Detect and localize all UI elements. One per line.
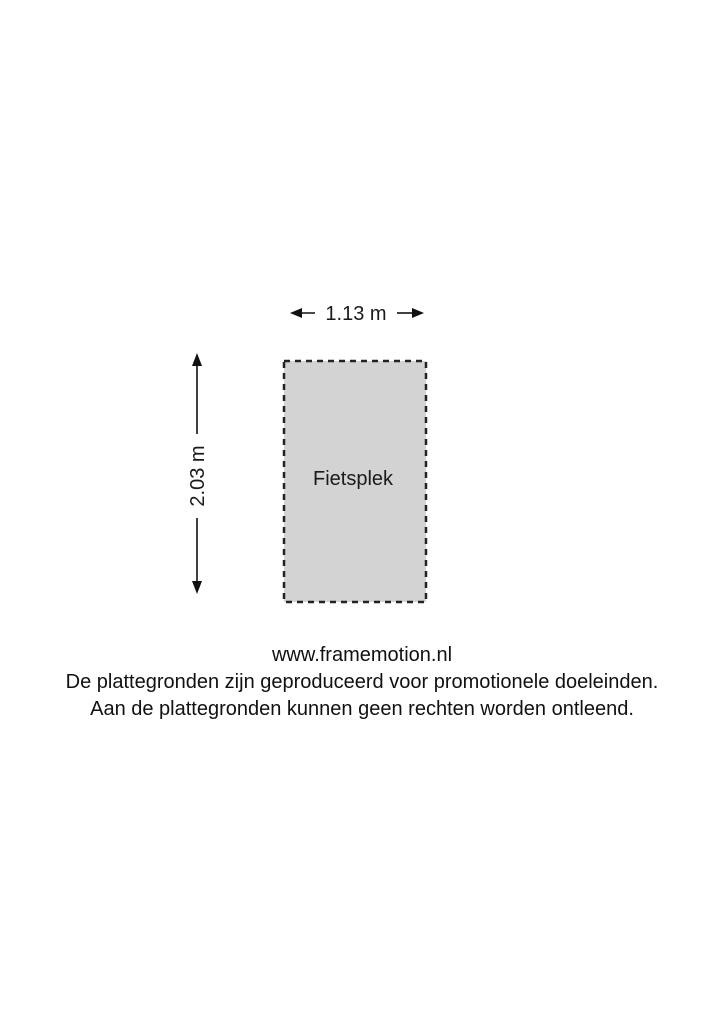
height-label: 2.03 m [187, 445, 209, 507]
disclaimer-line-1: De plattegronden zijn geproduceerd voor promotionele doeleinden. [65, 671, 659, 693]
width-dimension [290, 303, 424, 325]
arrow-down-icon [192, 581, 202, 594]
room-label: Fietsplek [312, 468, 394, 490]
footer [0, 642, 724, 723]
disclaimer-line-2: Aan de plattegronden kunnen geen rechten worden ontleend. [90, 698, 634, 720]
width-label: 1.13 m [325, 303, 387, 325]
height-dimension [187, 353, 209, 594]
arrow-right-icon [412, 308, 424, 318]
arrow-left-icon [290, 308, 302, 318]
website-link[interactable]: www.framemotion.nl [271, 644, 453, 666]
